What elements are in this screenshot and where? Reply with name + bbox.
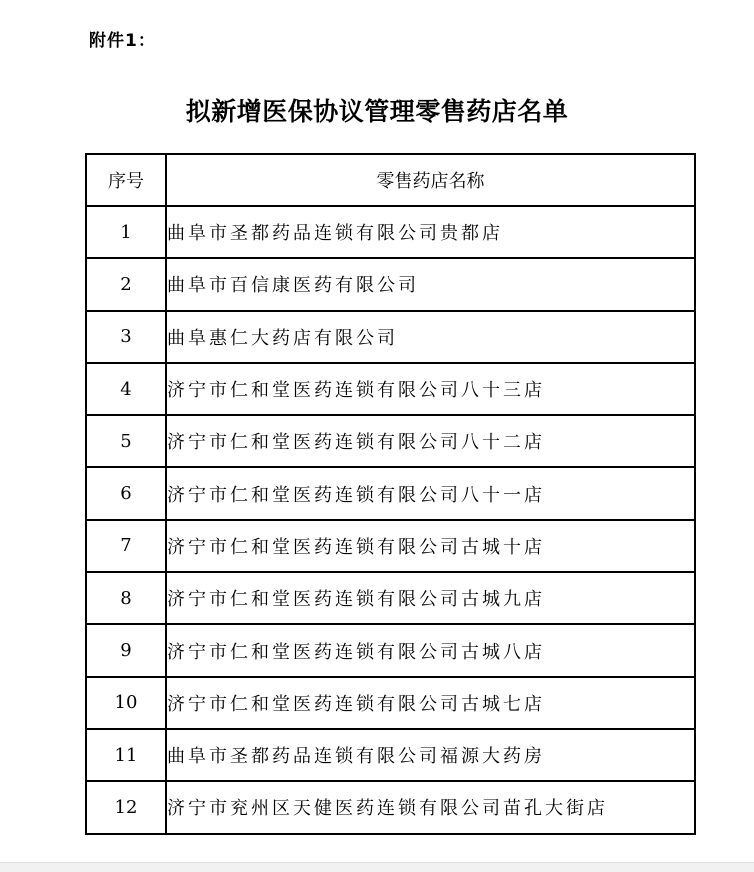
row-pharmacy-name: 济宁市仁和堂医药连锁有限公司古城八店 [166,624,695,676]
column-header-name: 零售药店名称 [166,154,695,206]
row-pharmacy-name: 济宁市仁和堂医药连锁有限公司古城七店 [166,677,695,729]
row-pharmacy-name: 济宁市仁和堂医药连锁有限公司古城九店 [166,572,695,624]
page-title: 拟新增医保协议管理零售药店名单 [185,97,569,126]
row-pharmacy-name: 济宁市兖州区天健医药连锁有限公司苗孔大街店 [166,781,695,833]
row-seq: 12 [86,781,166,833]
row-pharmacy-name: 济宁市仁和堂医药连锁有限公司八十二店 [166,415,695,467]
row-seq: 10 [86,677,166,729]
row-seq: 7 [86,520,166,572]
attachment-label: 附件1： [89,31,156,51]
row-pharmacy-name: 曲阜市圣都药品连锁有限公司福源大药房 [166,729,695,781]
table-row [86,677,695,729]
row-pharmacy-name: 济宁市仁和堂医药连锁有限公司八十三店 [166,363,695,415]
row-pharmacy-name: 曲阜惠仁大药店有限公司 [166,311,695,363]
table-row [86,363,695,415]
table-row [86,520,695,572]
table-row [86,624,695,676]
row-seq: 3 [86,311,166,363]
pharmacy-table [85,153,696,835]
row-pharmacy-name: 曲阜市百信康医药有限公司 [166,258,695,310]
row-seq: 4 [86,363,166,415]
table-row [86,729,695,781]
column-header-seq: 序号 [86,154,166,206]
row-pharmacy-name: 曲阜市圣都药品连锁有限公司贵都店 [166,206,695,258]
row-seq: 1 [86,206,166,258]
table-row [86,467,695,519]
table-header-row [86,154,695,206]
table-row [86,258,695,310]
table-row [86,415,695,467]
table-row [86,781,695,833]
table-row [86,572,695,624]
row-seq: 11 [86,729,166,781]
row-seq: 6 [86,467,166,519]
row-pharmacy-name: 济宁市仁和堂医药连锁有限公司古城十店 [166,520,695,572]
row-seq: 2 [86,258,166,310]
row-seq: 9 [86,624,166,676]
row-seq: 8 [86,572,166,624]
row-pharmacy-name: 济宁市仁和堂医药连锁有限公司八十一店 [166,467,695,519]
table-row [86,206,695,258]
row-seq: 5 [86,415,166,467]
table-row [86,311,695,363]
